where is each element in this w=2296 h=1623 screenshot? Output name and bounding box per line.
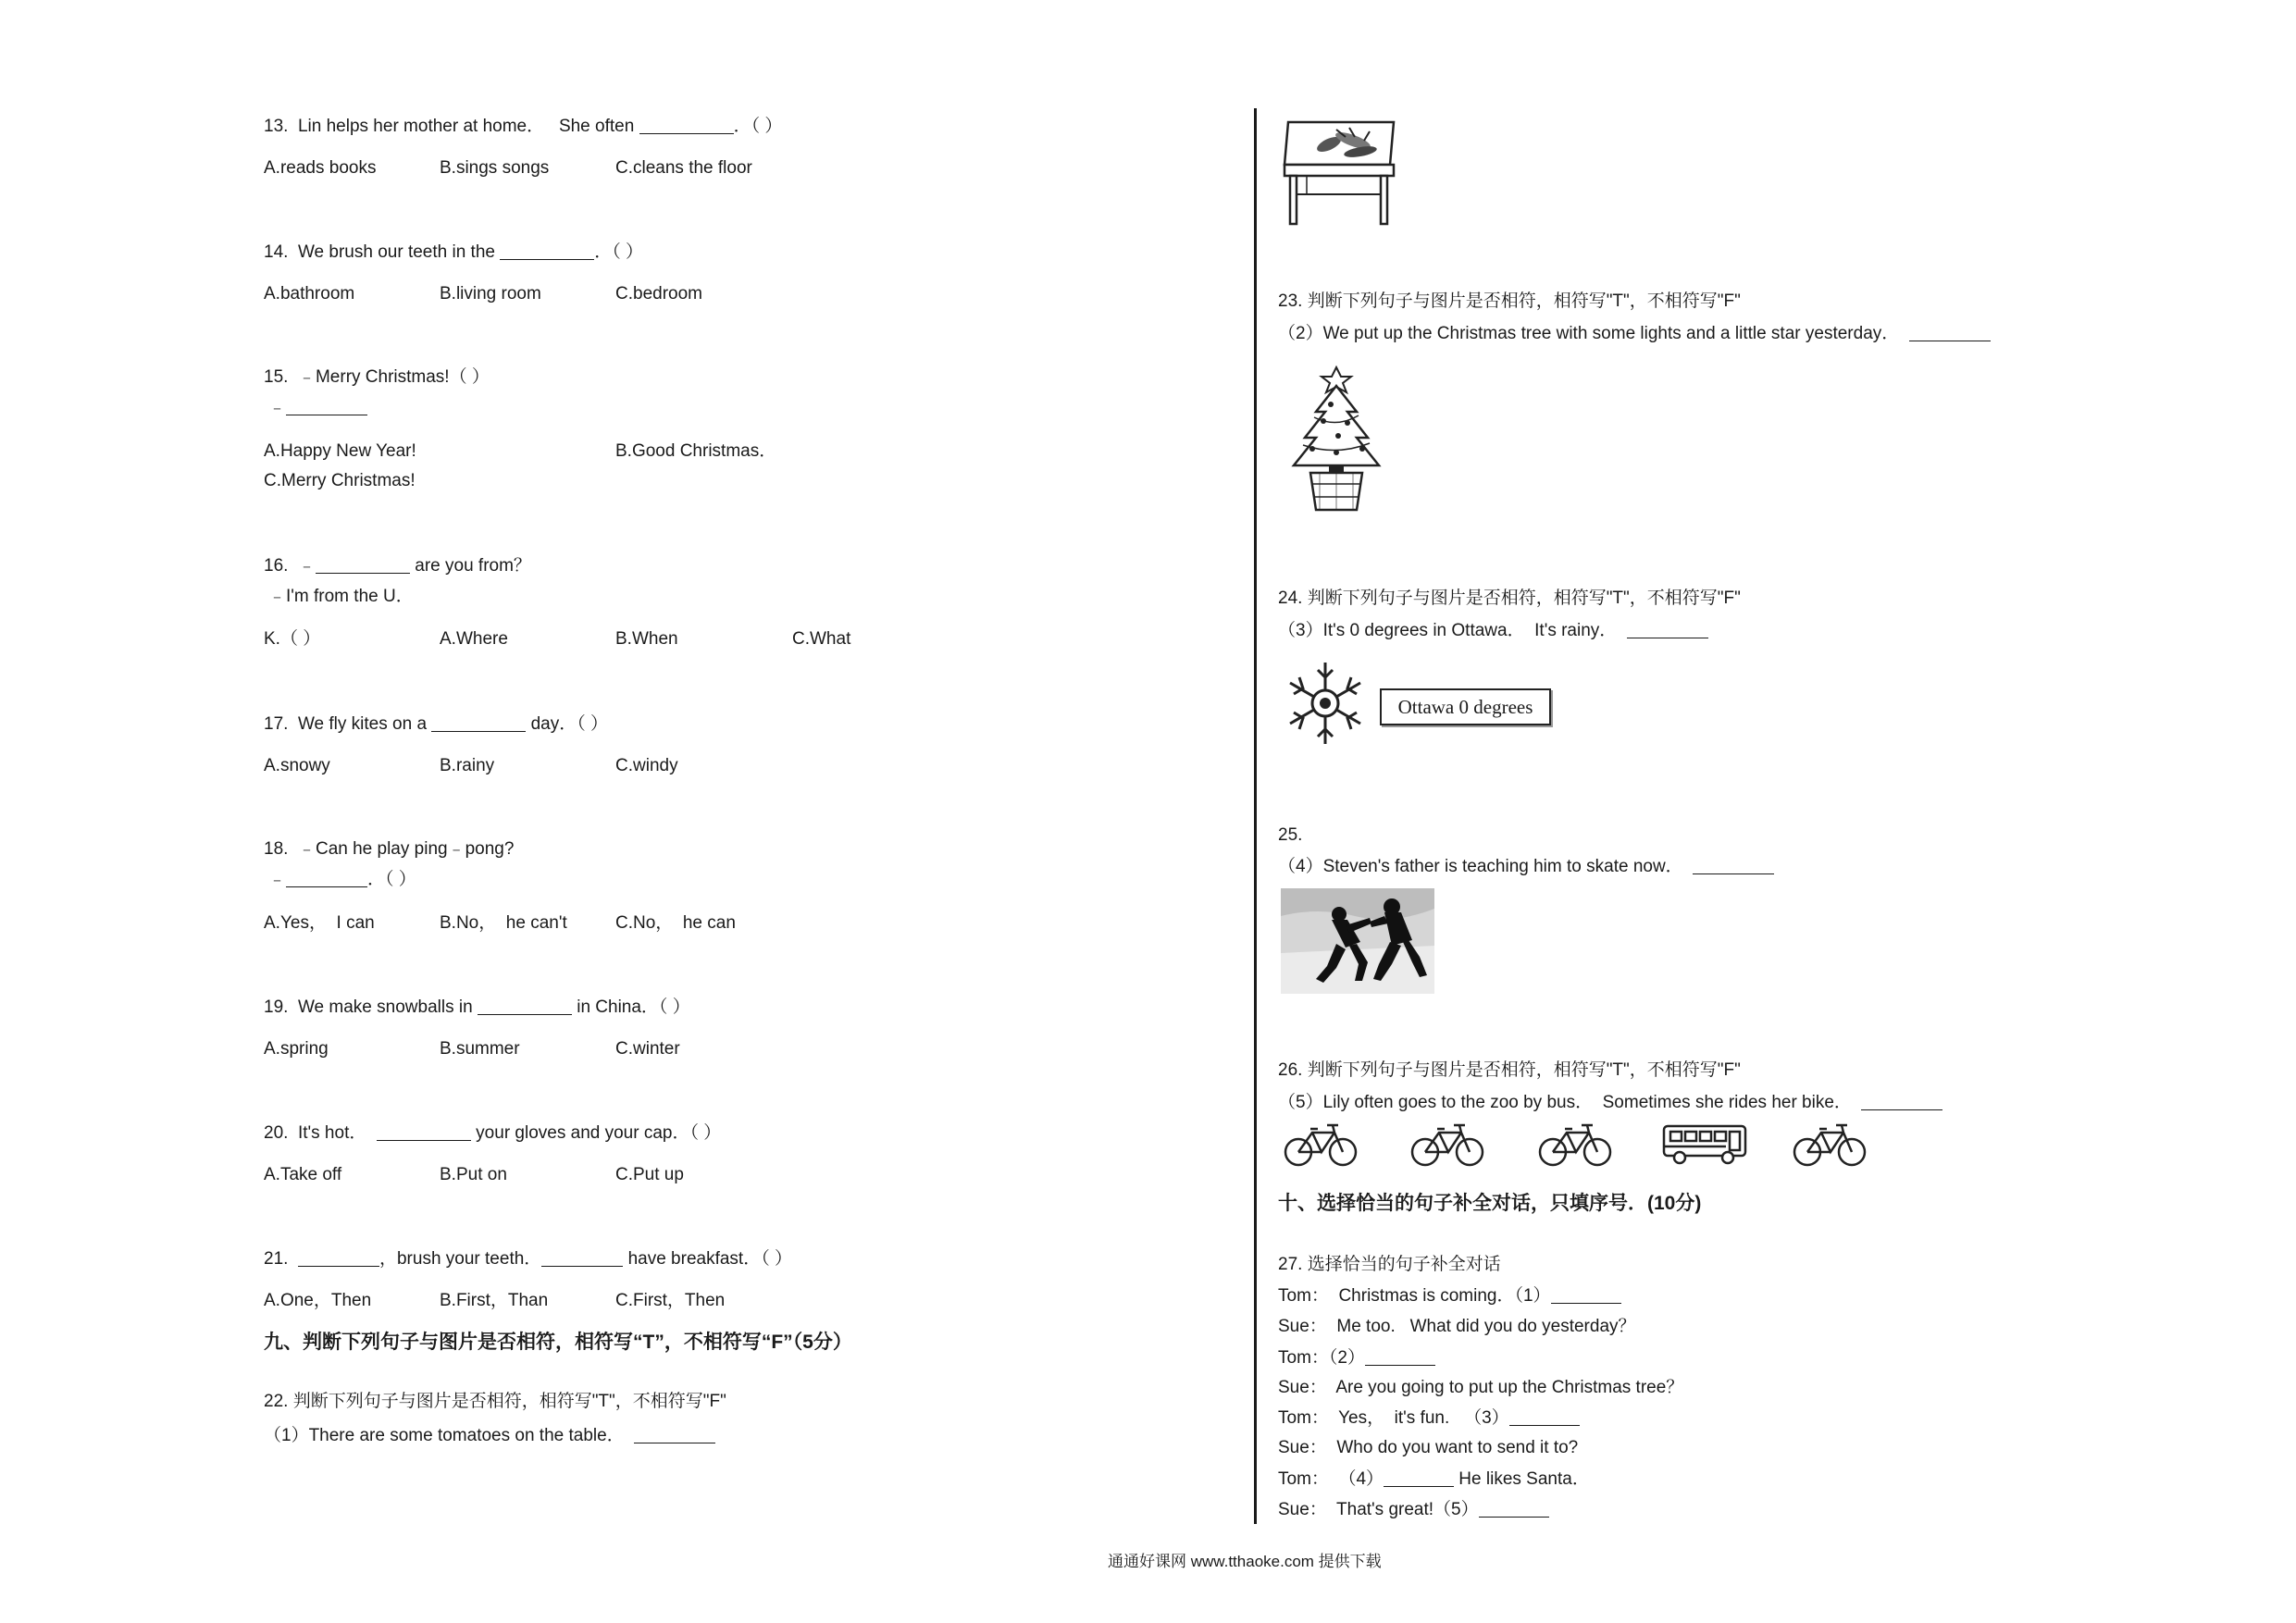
- q14-stem-text: 14. We brush our teeth in the: [264, 242, 501, 262]
- page-footer: 通通好课网 www.tthaoke.com 提供下载: [1108, 1553, 1382, 1570]
- q19-option-c[interactable]: C.winter: [615, 1039, 680, 1059]
- q16-stem-text: 16. ﹣: [264, 556, 316, 576]
- q18-option-a[interactable]: A.Yes， I can: [264, 913, 375, 933]
- q18-stem: 18. ﹣Can he play ping﹣pong?: [264, 839, 515, 859]
- q27-stem: 27. 选择恰当的句子补全对话: [1278, 1255, 1501, 1274]
- q15-option-b[interactable]: B.Good Christmas．: [615, 441, 777, 461]
- q21-option-c[interactable]: C.First，Then: [615, 1291, 726, 1310]
- section-10-heading: 十、选择恰当的句子补全对话，只填序号．(10分): [1278, 1193, 1702, 1214]
- dialogue-line-8: [1278, 1500, 1549, 1518]
- q20-blank[interactable]: [377, 1123, 471, 1141]
- q17-stem-text: 17. We fly kites on a: [264, 714, 432, 734]
- q15-stem: 15. ﹣Merry Christmas!（ ）: [264, 367, 490, 387]
- q23-blank[interactable]: [1909, 324, 1991, 341]
- q26-sentence-text: （5）Lily often goes to the zoo by bus． Sometimes she rides her bike．: [1278, 1093, 1862, 1112]
- dialogue-blank-5[interactable]: [1479, 1500, 1549, 1518]
- q21-stem-text: 21.: [264, 1249, 298, 1269]
- q17-option-c[interactable]: C.windy: [615, 756, 678, 775]
- q17-blank[interactable]: [431, 714, 526, 732]
- q13-option-a[interactable]: A.reads books: [264, 158, 377, 178]
- dialogue-blank-4[interactable]: [1384, 1469, 1454, 1487]
- q22-blank[interactable]: [634, 1426, 715, 1443]
- q22-sentence: [264, 1426, 715, 1444]
- table-with-tomatoes-image: [1281, 117, 1401, 228]
- q15-blank[interactable]: [286, 398, 367, 415]
- q22-stem: 22. 判断下列句子与图片是否相符，相符写"T"，不相符写"F": [264, 1392, 726, 1411]
- q20-option-c[interactable]: C.Put up: [615, 1165, 684, 1184]
- q19-blank[interactable]: [478, 997, 572, 1015]
- dialogue-line-3: [1278, 1348, 1435, 1367]
- q13-stem-tail: ．（ ）: [733, 117, 783, 136]
- q17-stem-tail: day．（ ）: [526, 714, 608, 734]
- q15-option-a[interactable]: A.Happy New Year!: [264, 441, 416, 461]
- q22-sentence-text: （1）There are some tomatoes on the table．: [264, 1426, 635, 1445]
- section-9-heading: 九、判断下列句子与图片是否相符，相符写“T”，不相符写“F”（5分）: [264, 1332, 852, 1353]
- dialogue-line-4: Sue： Are you going to put up the Christmas tree？: [1278, 1378, 1684, 1397]
- q25-blank[interactable]: [1693, 857, 1774, 874]
- christmas-tree-image: [1283, 364, 1390, 514]
- q16-reply: ﹣I'm from the U．: [268, 587, 414, 606]
- bicycle-image-3: [1537, 1120, 1613, 1168]
- column-divider: [1254, 108, 1257, 1524]
- dialogue-line-7-tail: He likes Santa．: [1454, 1469, 1590, 1489]
- q19-stem-tail: in China．（ ）: [571, 997, 690, 1017]
- snowflake-image: [1281, 659, 1370, 748]
- ottawa-temperature-sign: Ottawa 0 degrees: [1380, 688, 1551, 725]
- bicycle-image-4: [1792, 1120, 1868, 1168]
- q18-reply-tail: ．（ ）: [367, 870, 416, 889]
- skating-image: [1281, 888, 1434, 994]
- q14-option-c[interactable]: C.bedroom: [615, 284, 702, 304]
- dialogue-blank-1[interactable]: [1551, 1286, 1621, 1304]
- q15-option-c[interactable]: C.Merry Christmas!: [264, 471, 416, 490]
- q20-option-b[interactable]: B.Put on: [440, 1165, 507, 1184]
- bicycle-image-1: [1283, 1120, 1359, 1168]
- q21-stem-tail: have breakfast．（ ）: [623, 1249, 792, 1269]
- q25-sentence: [1278, 857, 1774, 875]
- q15-reply-dash: ﹣: [268, 398, 287, 417]
- q14-stem-tail: ．（ ）: [594, 242, 644, 262]
- q21-stem-middle: ，brush your teeth．: [379, 1249, 542, 1269]
- q26-stem: 26. 判断下列句子与图片是否相符，相符写"T"，不相符写"F": [1278, 1060, 1741, 1080]
- q20-option-a[interactable]: A.Take off: [264, 1165, 342, 1184]
- q26-sentence: [1278, 1093, 1942, 1111]
- q19-option-a[interactable]: A.spring: [264, 1039, 329, 1059]
- q21-option-a[interactable]: A.One，Then: [264, 1291, 372, 1310]
- q19-stem: [264, 997, 690, 1016]
- q13-blank[interactable]: [639, 117, 734, 134]
- q16-stem: [264, 556, 531, 575]
- q20-stem: [264, 1123, 721, 1142]
- q14-blank[interactable]: [500, 242, 594, 260]
- q23-stem: 23. 判断下列句子与图片是否相符，相符写"T"，不相符写"F": [1278, 291, 1741, 311]
- q14-option-b[interactable]: B.living room: [440, 284, 541, 304]
- q20-stem-tail: your gloves and your cap．（ ）: [470, 1123, 722, 1143]
- q24-sentence: [1278, 621, 1708, 639]
- q21-blank-1[interactable]: [298, 1249, 379, 1267]
- q15-reply: [268, 398, 367, 416]
- dialogue-line-7: [1278, 1469, 1590, 1488]
- q17-option-b[interactable]: B.rainy: [440, 756, 495, 775]
- q25-sentence-text: （4）Steven's father is teaching him to skate now．: [1278, 857, 1694, 876]
- q18-reply: [268, 870, 416, 888]
- q13-option-c[interactable]: C.cleans the floor: [615, 158, 752, 178]
- q23-sentence: [1278, 324, 1991, 342]
- q13-option-b[interactable]: B.sings songs: [440, 158, 550, 178]
- dialogue-line-7-text: Tom： （4）: [1278, 1469, 1384, 1489]
- dialogue-line-5-text: Tom： Yes， it's fun. （3）: [1278, 1408, 1509, 1428]
- dialogue-line-1-text: Tom： Christmas is coming．（1）: [1278, 1286, 1551, 1306]
- q19-stem-text: 19. We make snowballs in: [264, 997, 478, 1017]
- q16-option-c[interactable]: C.What: [792, 629, 851, 649]
- q17-option-a[interactable]: A.snowy: [264, 756, 330, 775]
- q18-option-b[interactable]: B.No， he can't: [440, 913, 567, 933]
- dialogue-blank-2[interactable]: [1365, 1348, 1435, 1366]
- dialogue-line-5: [1278, 1408, 1580, 1427]
- q16-answer-paren: K.（ ）: [264, 629, 321, 649]
- q18-option-c[interactable]: C.No， he can: [615, 913, 736, 933]
- q24-blank[interactable]: [1627, 621, 1708, 638]
- q16-option-a[interactable]: A.Where: [440, 629, 508, 649]
- dialogue-line-6: Sue： Who do you want to send it to?: [1278, 1438, 1579, 1457]
- q21-stem: [264, 1249, 792, 1268]
- q16-blank[interactable]: [316, 556, 410, 574]
- q16-stem-tail: are you from？: [409, 556, 531, 576]
- dialogue-blank-3[interactable]: [1509, 1408, 1580, 1426]
- bicycle-image-2: [1409, 1120, 1485, 1168]
- q25-stem: 25.: [1278, 825, 1303, 845]
- dialogue-line-3-text: Tom：（2）: [1278, 1348, 1365, 1368]
- dialogue-line-2: Sue： Me too. What did you do yesterday？: [1278, 1317, 1636, 1336]
- q17-stem: [264, 714, 608, 733]
- q23-sentence-text: （2）We put up the Christmas tree with some lights and a little star yesterday．: [1278, 324, 1909, 343]
- dialogue-line-1: [1278, 1286, 1621, 1305]
- q24-stem: 24. 判断下列句子与图片是否相符，相符写"T"，不相符写"F": [1278, 588, 1741, 608]
- q19-option-b[interactable]: B.summer: [440, 1039, 520, 1059]
- q26-blank[interactable]: [1861, 1093, 1942, 1110]
- q13-stem: [264, 117, 782, 135]
- q18-blank[interactable]: [286, 870, 367, 887]
- q21-blank-2[interactable]: [541, 1249, 623, 1267]
- q13-stem-text: 13. Lin helps her mother at home． She often: [264, 117, 639, 136]
- q14-stem: [264, 242, 643, 261]
- bus-image: [1661, 1121, 1748, 1166]
- q14-option-a[interactable]: A.bathroom: [264, 284, 355, 304]
- q16-option-b[interactable]: B.When: [615, 629, 678, 649]
- q21-option-b[interactable]: B.First，Than: [440, 1291, 549, 1310]
- q24-sentence-text: （3）It's 0 degrees in Ottawa． It's rainy．: [1278, 621, 1627, 640]
- q20-stem-text: 20. It's hot．: [264, 1123, 377, 1143]
- dialogue-line-8-text: Sue： That's great!（5）: [1278, 1500, 1479, 1519]
- q18-reply-dash: ﹣: [268, 870, 287, 889]
